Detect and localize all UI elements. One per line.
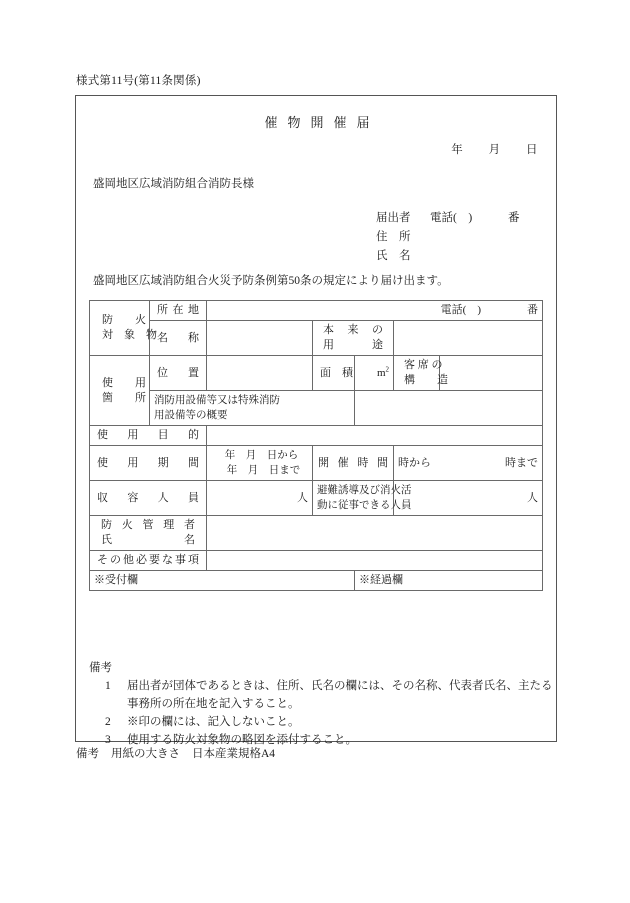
submitter-address-label: 住 所 [376,231,411,243]
date-year: 年 [451,144,464,156]
building-object-label-line2: 対 象 物 [102,329,157,341]
main-form-table-wrapper [89,300,542,591]
form-outer-frame [75,95,557,746]
usage-place-label [90,356,150,426]
usage-place-label-line1: 使 用 [102,376,146,389]
building-name-label: 名 称 [150,321,207,356]
event-time-label: 開催時間 [313,446,394,481]
remarks-item-3-number: 3 [105,734,111,746]
location-value-cell[interactable] [207,301,543,321]
date-line [451,141,538,157]
submitter-row-tel [376,209,520,228]
evacuation-staff-label [313,481,412,516]
original-use-label-line2: 用 途 [323,339,383,351]
original-use-label [313,321,394,356]
submitter-tel-unit: 番 [508,212,520,224]
remarks-item-2-line1: ※印の欄には、記入しないこと。 [127,716,300,728]
original-use-label-line1: 本 来 の [323,324,383,336]
fire-equipment-label [150,391,355,426]
footer-note-value: 日本産業規格A4 [192,748,276,760]
footer-note-label: 備考 [76,748,99,760]
table-row-position-area [90,356,543,391]
other-items-value[interactable] [207,551,543,571]
remarks-title: 備考 [89,662,112,674]
seat-structure-label [394,356,448,391]
area-unit: $m^2$ [376,364,389,379]
remarks-item-1-number: 1 [105,680,111,692]
other-items-label: その他必要な事項 [90,551,207,571]
capacity-label: 収容人員 [90,481,207,516]
submitter-row-name [376,247,520,266]
submitter-tel-label: 電話( ) [430,212,473,224]
location-label: 所在地 [150,301,207,321]
capacity-unit: 人 [297,491,308,504]
evacuation-staff-label-line1: 避難誘導及び消火活 [317,485,412,496]
form-number: 様式第11号(第11条関係) [76,75,201,87]
submitter-row-address [376,228,520,247]
fire-manager-label-line2: 氏 名 [101,534,195,546]
fire-equipment-label-line1: 消防用設備等又は特殊消防 [154,395,280,406]
footer-note-text: 用紙の大きさ [111,748,180,760]
remarks-item-1 [89,677,553,695]
location-tel-unit: 番 [527,304,538,316]
seat-structure-label-line1: 客 席 の [404,359,443,371]
table-row-fire-manager [90,516,543,551]
remarks-item-3-line1: 使用する防火対象物の略図を添付すること。 [127,734,357,746]
time-to: 時まで [505,456,538,469]
building-object-label [90,301,157,356]
seat-structure-value[interactable] [440,356,543,391]
remarks-item-1-line2: 事務所の所在地を記入すること。 [127,698,300,710]
table-row-location [90,301,543,321]
period-label: 使用期間 [90,446,207,481]
fire-manager-value[interactable] [207,516,543,551]
submitter-block [376,209,520,266]
evacuation-staff-unit: 人 [527,491,538,504]
table-row-official-use [90,571,543,591]
building-object-label-line1: 防 火 [102,314,146,326]
table-row-capacity [90,481,543,516]
submitter-name-label: 氏 名 [376,250,411,262]
event-time-value[interactable] [394,446,543,481]
area-value[interactable] [355,356,394,391]
area-label: 面 積 [313,356,355,391]
usage-place-label-line2: 箇 所 [102,391,146,404]
legal-statement: 盛岡地区広域消防組合火災予防条例第50条の規定により届け出ます。 [93,275,449,287]
table-row-other-items [90,551,543,571]
remarks-item-1-line1: 届出者が団体であるときは、住所、氏名の欄には、その名称、代表者氏名、主たる [127,680,553,692]
purpose-value[interactable] [207,426,543,446]
period-to: 年 月 日まで [226,465,301,476]
main-form-table [89,300,543,591]
building-name-value[interactable] [207,321,313,356]
fire-equipment-label-line2: 用設備等の概要 [154,410,228,421]
table-row-purpose [90,426,543,446]
date-day: 日 [526,144,538,156]
remarks-section [89,659,553,749]
date-month: 月 [488,144,501,156]
time-from: 時から [398,456,431,469]
fire-manager-label [90,516,207,551]
table-row-building-name [90,321,543,356]
evacuation-staff-label-line2: 動に従事できる人員 [317,500,412,511]
reception-field[interactable]: ※受付欄 [90,571,355,591]
remarks-item-2-number: 2 [105,716,111,728]
position-value[interactable] [207,356,313,391]
evacuation-staff-value[interactable] [394,481,543,516]
table-row-fire-equipment [90,391,543,426]
footer-note [76,745,275,761]
addressee: 盛岡地区広域消防組合消防長様 [93,178,254,190]
fire-manager-label-line1: 防 火 管 理 者 [101,519,195,531]
fire-equipment-value[interactable] [355,391,543,426]
period-from: 年 月 日から [224,450,299,461]
capacity-value[interactable] [207,481,313,516]
position-label: 位 置 [150,356,207,391]
table-row-period [90,446,543,481]
submitter-label: 届出者 [376,212,411,224]
page-title: 催物開催届 [264,115,380,130]
period-value[interactable] [207,446,313,481]
location-tel-label: 電話( ) [440,304,481,316]
remarks-item-2 [89,713,549,731]
seat-structure-label-line2: 構 造 [404,374,448,386]
original-use-value[interactable] [394,321,543,356]
purpose-label: 使用目的 [90,426,207,446]
progress-field[interactable]: ※経過欄 [355,571,543,591]
